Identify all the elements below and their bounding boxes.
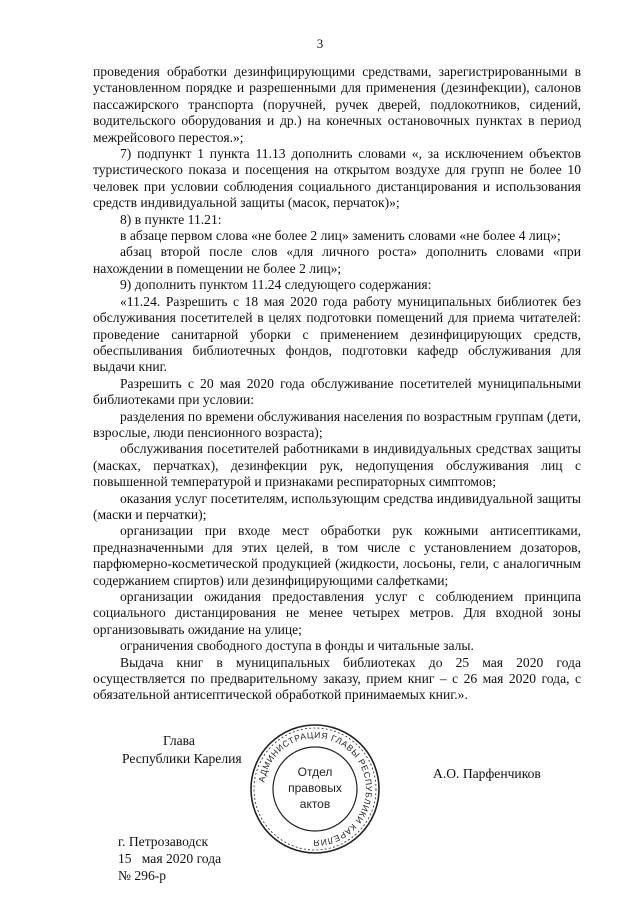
paragraph: организации ожидания предоставления услуг с соблюдением принципа социального дистанцирования не менее четырех метров. Для входной зоны организовывать ожидание на улице; — [93, 589, 581, 637]
paragraph: 9) дополнить пунктом 11.24 следующего содержания: — [120, 277, 432, 293]
stamp-center-line1: Отдел — [297, 765, 333, 779]
issue-city: г. Петрозаводск — [118, 834, 209, 849]
signature-block — [0, 729, 640, 905]
paragraph: разделения по времени обслуживания населения по возрастным группам (дети, взрослые, люди пенсионного возраста); — [93, 408, 581, 440]
stamp-seal — [247, 721, 383, 857]
page-number: 3 — [316, 36, 324, 51]
issue-info — [118, 833, 221, 884]
stamp-center-line2: правовых — [288, 781, 342, 795]
paragraph: абзац второй после слов «для личного роста» дополнить словами «при нахождении в помещении не более 2 лиц»; — [93, 244, 581, 276]
signatory-title-line1: Глава — [163, 733, 195, 748]
signatory-name: А.О. Парфенчиков — [433, 766, 541, 781]
paragraph: ограничения свободного доступа в фонды и читальные залы. — [120, 638, 474, 654]
paragraph: «11.24. Разрешить с 18 мая 2020 года работу муниципальных библиотек без обслуживания посетителей в целях подготовки помещений для приема читателей: проведение санитарной уборки с применением дезинфицирующих средств, обеспыливания библиотечных фондов, подготовки кафедр обслуживания для выдачи книг. — [93, 293, 581, 375]
paragraph: обслуживания посетителей работниками в индивидуальных средствах защиты (масках, перчатках), дезинфекции рук, недопущения обслуживания лиц с повышенной температурой и признаками респираторных симптомов; — [93, 441, 581, 490]
paragraph: 7) подпункт 1 пункта 11.13 дополнить словами «, за исключением объектов туристического показа и посещения на открытом воздухе для групп не более 10 человек при условии соблюдения социального дистанцирования и использования средств индивидуальной защиты (масок, перчаток)»; — [93, 146, 581, 211]
paragraph: организации при входе мест обработки рук кожными антисептиками, предназначенными для этих целей, в том числе с установлением дозаторов, парфюмерно-косметической продукцией (жидкости, лосьоны, гели, с аналогичным содержанием спиртов) или дезинфицирующими салфетками; — [93, 523, 581, 588]
stamp-center-line3: актов — [299, 797, 331, 811]
paragraph: оказания услуг посетителям, использующим средства индивидуальной защиты (маски и перчатки); — [93, 490, 581, 522]
paragraph: 8) в пункте 11.21: — [120, 211, 222, 227]
paragraph: Разрешить с 20 мая 2020 года обслуживание посетителей муниципальными библиотеками при условии: — [93, 375, 581, 408]
paragraph: Выдача книг в муниципальных библиотеках до 25 мая 2020 года осуществляется по предварительному заказу, прием книг – с 26 мая 2020 года, с обязательной антисептической обработкой принимаемых книг.». — [93, 654, 581, 703]
document-body — [93, 64, 581, 704]
issue-date: 15 мая 2020 года — [118, 851, 222, 866]
signatory-title — [122, 732, 242, 768]
issue-number: № 296-р — [118, 868, 167, 883]
paragraph: в абзаце первом слова «не более 2 лиц» заменить словами «не более 4 лиц»; — [120, 228, 561, 244]
stamp-ring-textpath: АДМИНИСТРАЦИЯ ГЛАВЫ РЕСПУБЛИКИ КАРЕЛИЯ — [256, 729, 375, 849]
signatory-title-line2: Республики Карелия — [122, 751, 242, 766]
paragraph: проведения обработки дезинфицирующими средствами, зарегистрированными в установленном порядке и разрешенными для применения (дезинфекции), салонов пассажирского транспорта (поручней, ручек дверей, подлокотников, сидений, водительского оборудования и др.) на конечных остановочных пунктах в период межрейсового перестоя.»; — [93, 64, 581, 145]
